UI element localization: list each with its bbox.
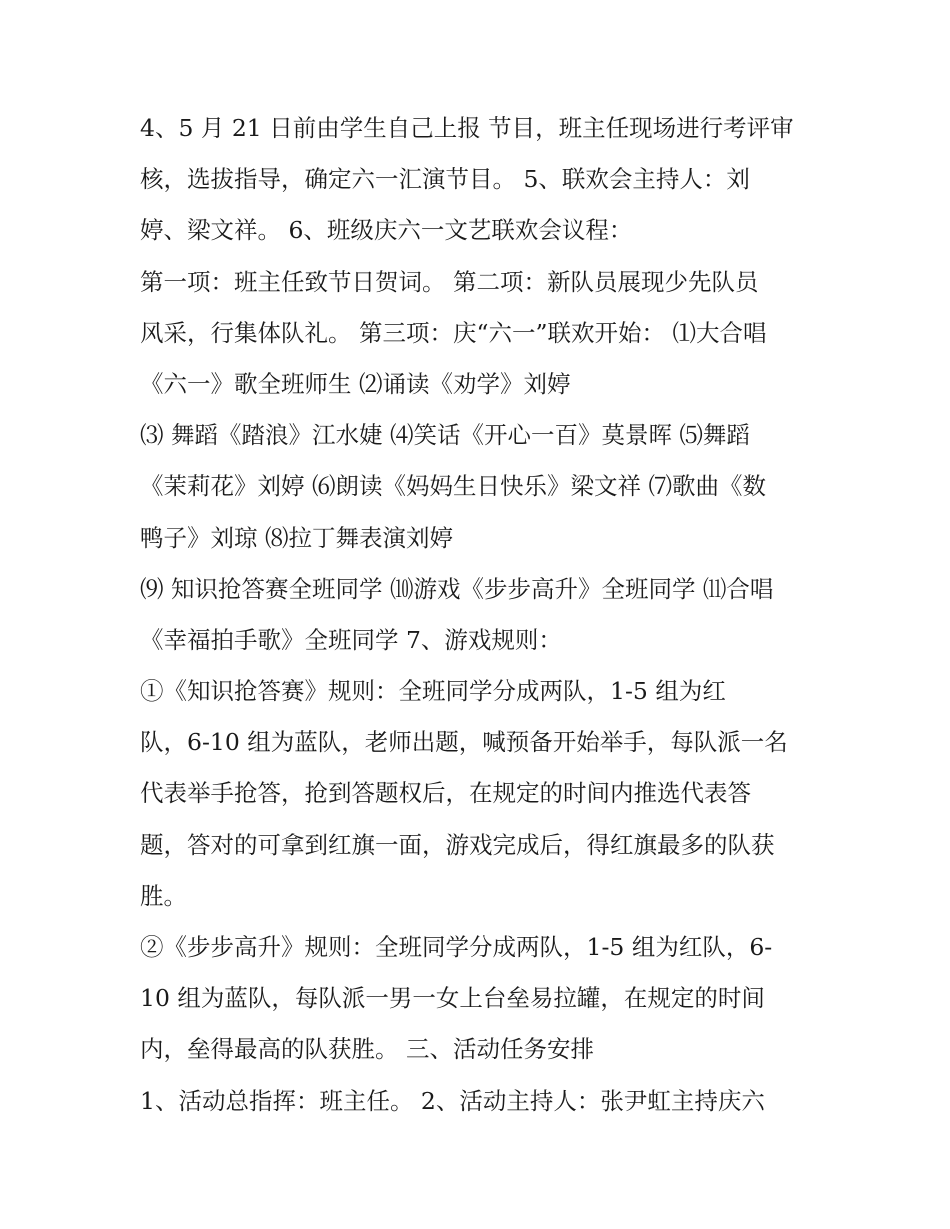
text-line: 内，垒得最高的队获胜。 三、活动任务安排 [140,1035,594,1064]
text-line: 婷、梁文祥。 6、班级庆六一文艺联欢会议程： [140,216,633,245]
text-line: 10 组为蓝队，每队派一男一女上台垒易拉罐，在规定的时间 [140,984,765,1013]
text-line: 题，答对的可拿到红旗一面，游戏完成后，得红旗最多的队获 [140,830,775,859]
text-line: 《茉莉花》刘婷 ⑹朗读《妈妈生日快乐》梁文祥 ⑺歌曲《数 [140,472,766,501]
text-line: 代表举手抢答，抢到答题权后，在规定的时间内推选代表答 [140,779,751,808]
text-line: 队，6-10 组为蓝队，老师出题，喊预备开始举手，每队派一名 [140,728,788,757]
text-line: 胜。 [140,881,187,910]
text-line: ⑶ 舞蹈《踏浪》江水婕 ⑷笑话《开心一百》莫景晖 ⑸舞蹈 [140,421,750,450]
document-body [140,103,830,1127]
text-line: ①《知识抢答赛》规则：全班同学分成两队，1-5 组为红 [140,677,726,706]
text-line: ⑼ 知识抢答赛全班同学 ⑽游戏《步步高升》全班同学 ⑾合唱 [140,574,774,603]
text-line: 鸭子》刘琼 ⑻拉丁舞表演刘婷 [140,523,453,552]
text-line: 1、活动总指挥：班主任。 2、活动主持人：张尹虹主持庆六 [140,1086,765,1115]
text-line: 核，选拔指导，确定六一汇演节目。 5、联欢会主持人：刘 [140,165,750,194]
text-line: ②《步步高升》规则：全班同学分成两队，1-5 组为红队，6- [140,933,773,961]
text-line: 4、5 月 21 日前由学生自己上报 节目，班主任现场进行考评审 [140,114,794,142]
text-line: 第一项：班主任致节日贺词。 第二项：新队员展现少先队员 [140,267,759,296]
text-line: 风采，行集体队礼。 第三项：庆“六一”联欢开始： ⑴大合唱 [140,318,767,347]
text-line: 《六一》歌全班师生 ⑵诵读《劝学》刘婷 [140,369,571,398]
text-line: 《幸福拍手歌》全班同学 7、游戏规则： [140,625,562,654]
